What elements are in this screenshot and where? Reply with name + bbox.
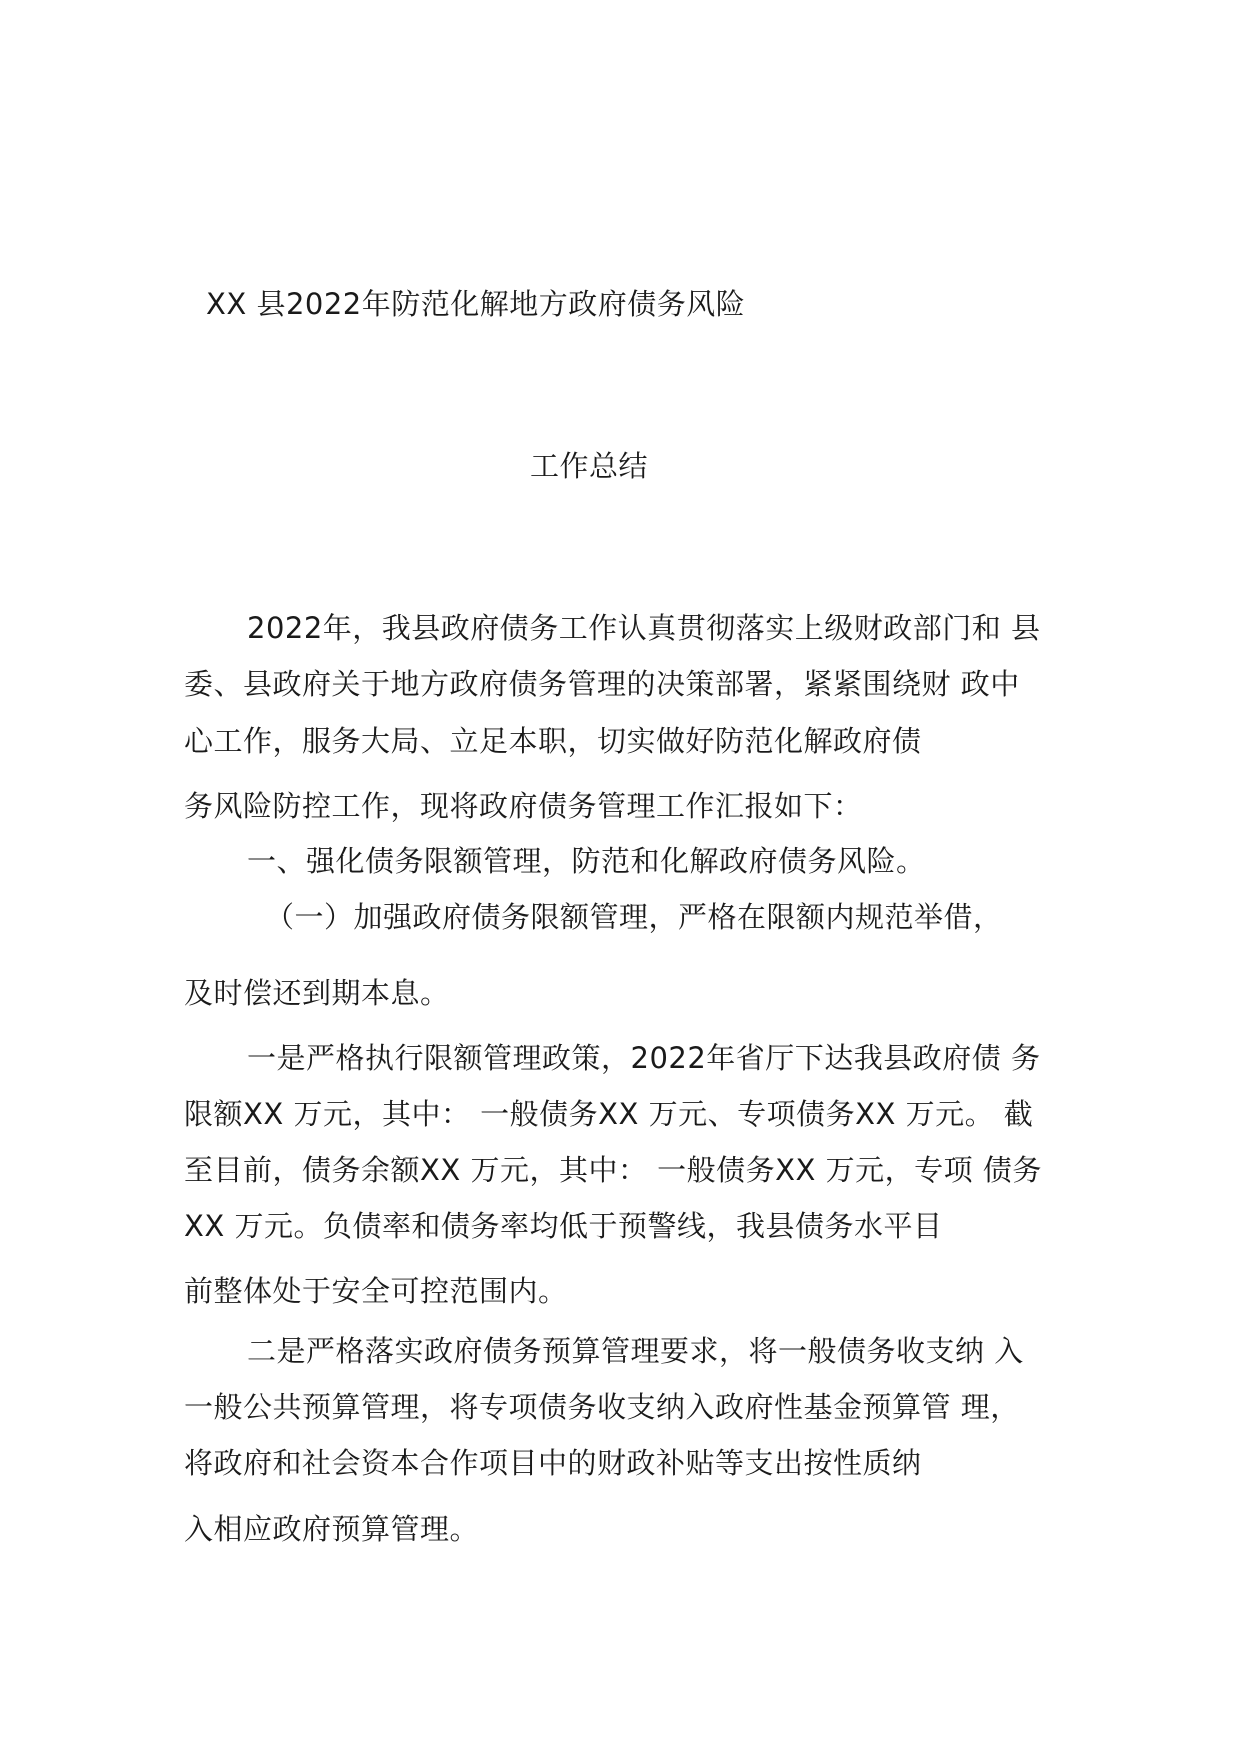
paragraph-line: 前整体处于安全可控范围内。 bbox=[184, 1274, 568, 1308]
paragraph-line: XX 万元。负债率和债务率均低于预警线，我县债务水平目 bbox=[184, 1209, 943, 1243]
section-heading: 一、强化债务限额管理，防范和化解政府债务风险。 bbox=[247, 844, 926, 878]
paragraph-line: 入相应政府预算管理。 bbox=[184, 1512, 480, 1546]
subsection-heading: （一）加强政府债务限额管理，严格在限额内规范举借， bbox=[265, 900, 1003, 934]
paragraph-line: 委、县政府关于地方政府债务管理的决策部署，紧紧围绕财 政中 bbox=[184, 667, 1020, 701]
paragraph-line: 二是严格落实政府债务预算管理要求，将一般债务收支纳 入 bbox=[247, 1334, 1024, 1368]
paragraph-line: 限额XX 万元，其中： 一般债务XX 万元、专项债务XX 万元。 截 bbox=[184, 1097, 1034, 1131]
paragraph-line: 将政府和社会资本合作项目中的财政补贴等支出按性质纳 bbox=[184, 1446, 922, 1480]
document-title-line-1: XX 县2022年防范化解地方政府债务风险 bbox=[206, 287, 746, 321]
paragraph-line: 务风险防控工作，现将政府债务管理工作汇报如下： bbox=[184, 789, 863, 823]
document-title-line-2: 工作总结 bbox=[530, 449, 649, 483]
paragraph-line: 一是严格执行限额管理政策，2022年省厅下达我县政府债 务 bbox=[247, 1041, 1041, 1075]
paragraph-line: 一般公共预算管理，将专项债务收支纳入政府性基金预算管 理， bbox=[184, 1390, 1020, 1424]
paragraph-line: 及时偿还到期本息。 bbox=[184, 976, 450, 1010]
paragraph-line: 至目前，债务余额XX 万元，其中： 一般债务XX 万元，专项 债务 bbox=[184, 1153, 1042, 1187]
paragraph-line: 心工作，服务大局、立足本职，切实做好防范化解政府债 bbox=[184, 724, 922, 758]
paragraph-line: 2022年，我县政府债务工作认真贯彻落实上级财政部门和 县 bbox=[247, 611, 1041, 645]
